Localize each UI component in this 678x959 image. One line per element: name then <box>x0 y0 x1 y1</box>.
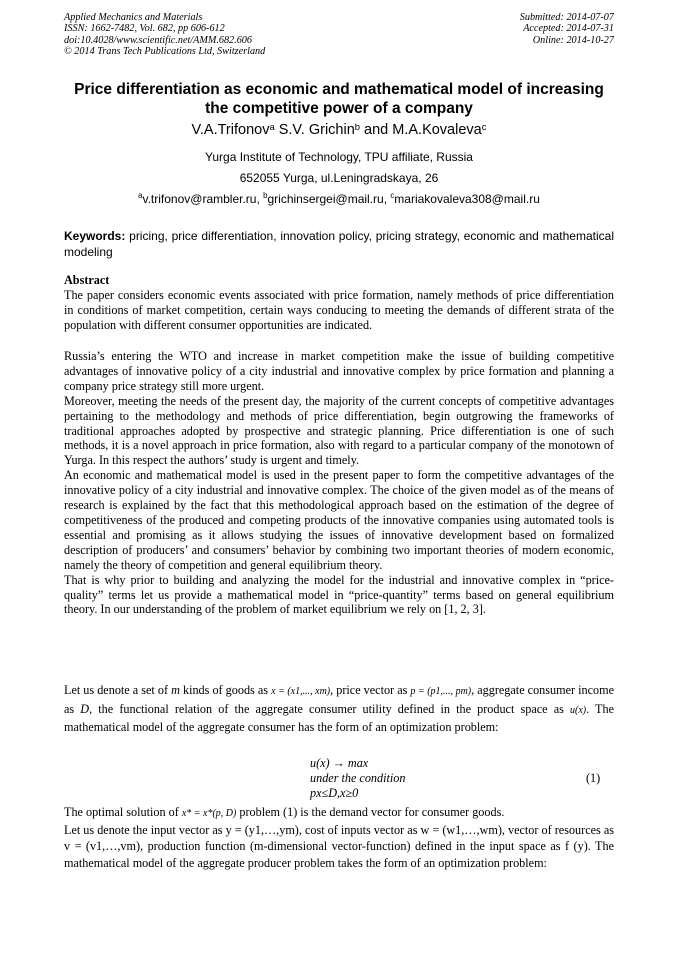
email-list <box>0 192 678 206</box>
p5-text-a: Let us denote a set of <box>64 683 169 697</box>
paragraph-5 <box>64 682 614 737</box>
p5-text-f: . The mathematical model of the aggregate consumer has the form of an optimization problem: <box>64 701 615 734</box>
address: 652055 Yurga, ul.Leningradskaya, 26 <box>239 171 439 185</box>
utility-formula: u(x) <box>569 704 587 716</box>
p5-text-d: , aggregate consumer income as <box>64 683 614 716</box>
title-line-2: the competitive power of a company <box>205 100 473 117</box>
email-2[interactable]: grichinsergei@mail.ru, <box>267 192 388 206</box>
body-text-upper <box>64 349 614 617</box>
paragraph-7: Let us denote the input vector as y = (y1,…,ym), cost of inputs vector as w = (w1,…,wm), vector of resources as v = (v1,…,vm), production function (m-dimensional vector-function) defined in the input space as f (y). The mathematical model of the aggregate producer problem takes the form of an optimization problem: <box>64 823 614 870</box>
keywords-label: Keywords: <box>64 229 126 243</box>
p5-text-c: , price vector as <box>330 683 408 697</box>
equation-1-line-2: under the condition <box>310 770 406 785</box>
p5-var-D: D, <box>80 701 93 716</box>
body-text-producer <box>64 804 614 871</box>
journal-name: Applied Mechanics and Materials <box>64 12 203 23</box>
p6-text-b: problem (1) is the demand vector for consumer goods. <box>239 805 505 819</box>
p5-text-e: the functional relation of the aggregate consumer utility defined in the product space as <box>98 701 564 716</box>
body-text-consumer <box>64 682 614 737</box>
journal-info <box>64 12 265 58</box>
email-3[interactable]: mariakovaleva308@mail.ru <box>394 192 540 206</box>
price-vector-formula: p = (p1,..., pm) <box>410 686 472 697</box>
equation-1 <box>310 756 405 801</box>
email-1[interactable]: v.trifonov@rambler.ru, <box>142 192 260 206</box>
equation-1-number: (1) <box>586 771 601 785</box>
author-3: M.A.Kovaleva <box>392 122 482 138</box>
author-and: and <box>364 122 389 138</box>
equation-1-line-3: px≤D,x≥0 <box>310 785 359 800</box>
keywords <box>64 228 614 260</box>
title-line-1: Price differentiation as economic and mathematical model of increasing <box>74 81 604 98</box>
keywords-text: pricing, price differentiation, innovation policy, pricing strategy, economic and mathematical modeling <box>64 229 614 259</box>
equation-1-line-1: u(x) → max <box>310 756 369 770</box>
author-2-mark: b <box>354 121 360 132</box>
p5-text-b: kinds of goods as <box>182 683 269 697</box>
accepted-date: Accepted: 2014-07-31 <box>523 23 614 35</box>
paper-title <box>54 80 624 118</box>
author-list <box>0 122 678 138</box>
author-1-mark: a <box>269 121 275 132</box>
demand-vector-formula: x* = x*(p, D) <box>181 808 237 819</box>
issn: ISSN: 1662-7482, Vol. 682, pp 606-612 <box>64 23 225 35</box>
email-1-mark: a <box>138 191 143 200</box>
author-3-mark: c <box>481 121 487 132</box>
goods-vector-formula: x = (x1,..., xm) <box>271 686 331 697</box>
copyright: © 2014 Trans Tech Publications Ltd, Switzerland <box>64 46 266 58</box>
email-3-mark: c <box>390 191 395 200</box>
p5-var-m: m <box>171 683 180 697</box>
online-date: Online: 2014-10-27 <box>532 34 614 46</box>
author-1: V.A.Trifonov <box>191 122 270 138</box>
affiliation: Yurga Institute of Technology, TPU affiliate, Russia <box>205 150 473 164</box>
paragraph-2: Moreover, meeting the needs of the present day, the majority of the current concepts of competitive advantages pertaining to the methodology and methods of price differentiation, begin outgrowing the frameworks of traditional approaches adopted by prospective and strategic planning. Price differentiation is one of such methods, it is a novel approach in price formation, also with regard to a particular company of the monotown of Yurga. In this respect the authors’ study is urgent and timely. <box>64 393 614 468</box>
abstract-text: The paper considers economic events associated with price formation, namely methods of price differentiation in conditions of market competition, certain ways conducing to meeting the demands of different strata of the population with different consumer opportunities are indicated. <box>64 287 614 332</box>
submitted-date: Submitted: 2014-07-07 <box>519 12 614 23</box>
doi: doi:10.4028/www.scientific.net/AMM.682.606 <box>64 34 252 46</box>
paragraph-3: An economic and mathematical model is used in the present paper to form the competitive advantages of the innovative policy of a city industrial and innovative complex. The choice of the given model as of the means of research is explained by the fact that this methodological approach based on the estimation of the degree of competitiveness of the produced and competing products of the innovative companies using automated tools is essential and promising as it allows studying the issues of innovative development based on formalized description of producers’ and consumers’ behavior by combining two important theories of modern economic, namely the theory of competition and general equilibrium theory. <box>64 468 614 572</box>
abstract-section <box>64 273 614 333</box>
dates-info <box>520 12 614 46</box>
p6-text-a: The optimal solution of <box>64 805 179 819</box>
paragraph-1: Russia’s entering the WTO and increase in market competition make the issue of building competitive advantages of innovative policy of a city industrial and innovative complex by price formation and planning a company price strategy still more urgent. <box>64 349 614 393</box>
email-2-mark: b <box>263 191 268 200</box>
author-2: S.V. Grichin <box>278 122 355 138</box>
paragraph-6 <box>64 804 614 822</box>
paragraph-4: That is why prior to building and analyzing the model for the industrial and innovative complex in “price-quality” terms let us provide a mathematical model in “price-quantity” terms based on general equilibrium theory. In our understanding of the problem of market equilibrium we rely on [1, 2, 3]. <box>64 572 614 617</box>
abstract-heading: Abstract <box>64 273 110 287</box>
